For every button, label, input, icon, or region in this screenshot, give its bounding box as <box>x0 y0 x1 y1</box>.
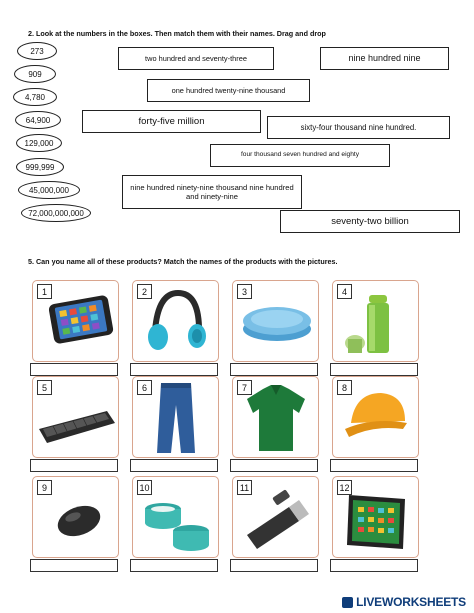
logo-icon <box>342 597 353 608</box>
card-number: 4 <box>337 284 352 299</box>
number-oval[interactable]: 129,000 <box>16 134 62 152</box>
product-card-11 <box>232 476 319 558</box>
number-oval[interactable]: 72,000,000,000 <box>21 204 91 222</box>
number-name-box[interactable]: four thousand seven hundred and eighty <box>210 144 390 167</box>
answer-box-8[interactable] <box>330 459 418 472</box>
product-card-8 <box>332 376 419 458</box>
answer-box-10[interactable] <box>130 559 218 572</box>
product-card-4 <box>332 280 419 362</box>
card-number: 9 <box>37 480 52 495</box>
section5-title: 5. Can you name all of these products? Match the names of the products with the pictures. <box>28 257 338 266</box>
product-card-5 <box>32 376 119 458</box>
answer-box-11[interactable] <box>230 559 318 572</box>
number-oval[interactable]: 909 <box>14 65 56 83</box>
answer-box-3[interactable] <box>230 363 318 376</box>
answer-box-1[interactable] <box>30 363 118 376</box>
number-name-box[interactable]: nine hundred ninety-nine thousand nine hundred and ninety-nine <box>122 175 302 209</box>
answer-box-7[interactable] <box>230 459 318 472</box>
number-name-box[interactable]: two hundred and seventy-three <box>118 47 274 70</box>
answer-box-5[interactable] <box>30 459 118 472</box>
card-number: 10 <box>137 480 152 495</box>
card-number: 12 <box>337 480 352 495</box>
product-card-2 <box>132 280 219 362</box>
card-number: 8 <box>337 380 352 395</box>
number-oval[interactable]: 45,000,000 <box>18 181 80 199</box>
answer-box-4[interactable] <box>330 363 418 376</box>
number-name-box[interactable]: one hundred twenty-nine thousand <box>147 79 310 102</box>
product-card-7 <box>232 376 319 458</box>
number-name-box[interactable]: sixty-four thousand nine hundred. <box>267 116 450 139</box>
product-card-3 <box>232 280 319 362</box>
product-card-6 <box>132 376 219 458</box>
card-number: 6 <box>137 380 152 395</box>
card-number: 5 <box>37 380 52 395</box>
footer-brand: LIVEWORKSHEETS <box>356 595 466 609</box>
number-oval[interactable]: 64,900 <box>15 111 61 129</box>
card-number: 2 <box>137 284 152 299</box>
answer-box-9[interactable] <box>30 559 118 572</box>
product-card-10 <box>132 476 219 558</box>
number-name-box[interactable]: forty-five million <box>82 110 261 133</box>
product-card-9 <box>32 476 119 558</box>
section2-title: 2. Look at the numbers in the boxes. Then match them with their names. Drag and drop <box>28 29 326 38</box>
card-number: 11 <box>237 480 252 495</box>
number-oval[interactable]: 999,999 <box>16 158 64 176</box>
number-name-box[interactable]: seventy-two billion <box>280 210 460 233</box>
answer-box-12[interactable] <box>330 559 418 572</box>
card-number: 3 <box>237 284 252 299</box>
liveworksheets-logo <box>342 595 466 609</box>
answer-box-6[interactable] <box>130 459 218 472</box>
answer-box-2[interactable] <box>130 363 218 376</box>
product-card-1 <box>32 280 119 362</box>
number-oval[interactable]: 4,780 <box>13 88 57 106</box>
card-number: 7 <box>237 380 252 395</box>
number-name-box[interactable]: nine hundred nine <box>320 47 449 70</box>
number-oval[interactable]: 273 <box>17 42 57 60</box>
product-card-12 <box>332 476 419 558</box>
card-number: 1 <box>37 284 52 299</box>
